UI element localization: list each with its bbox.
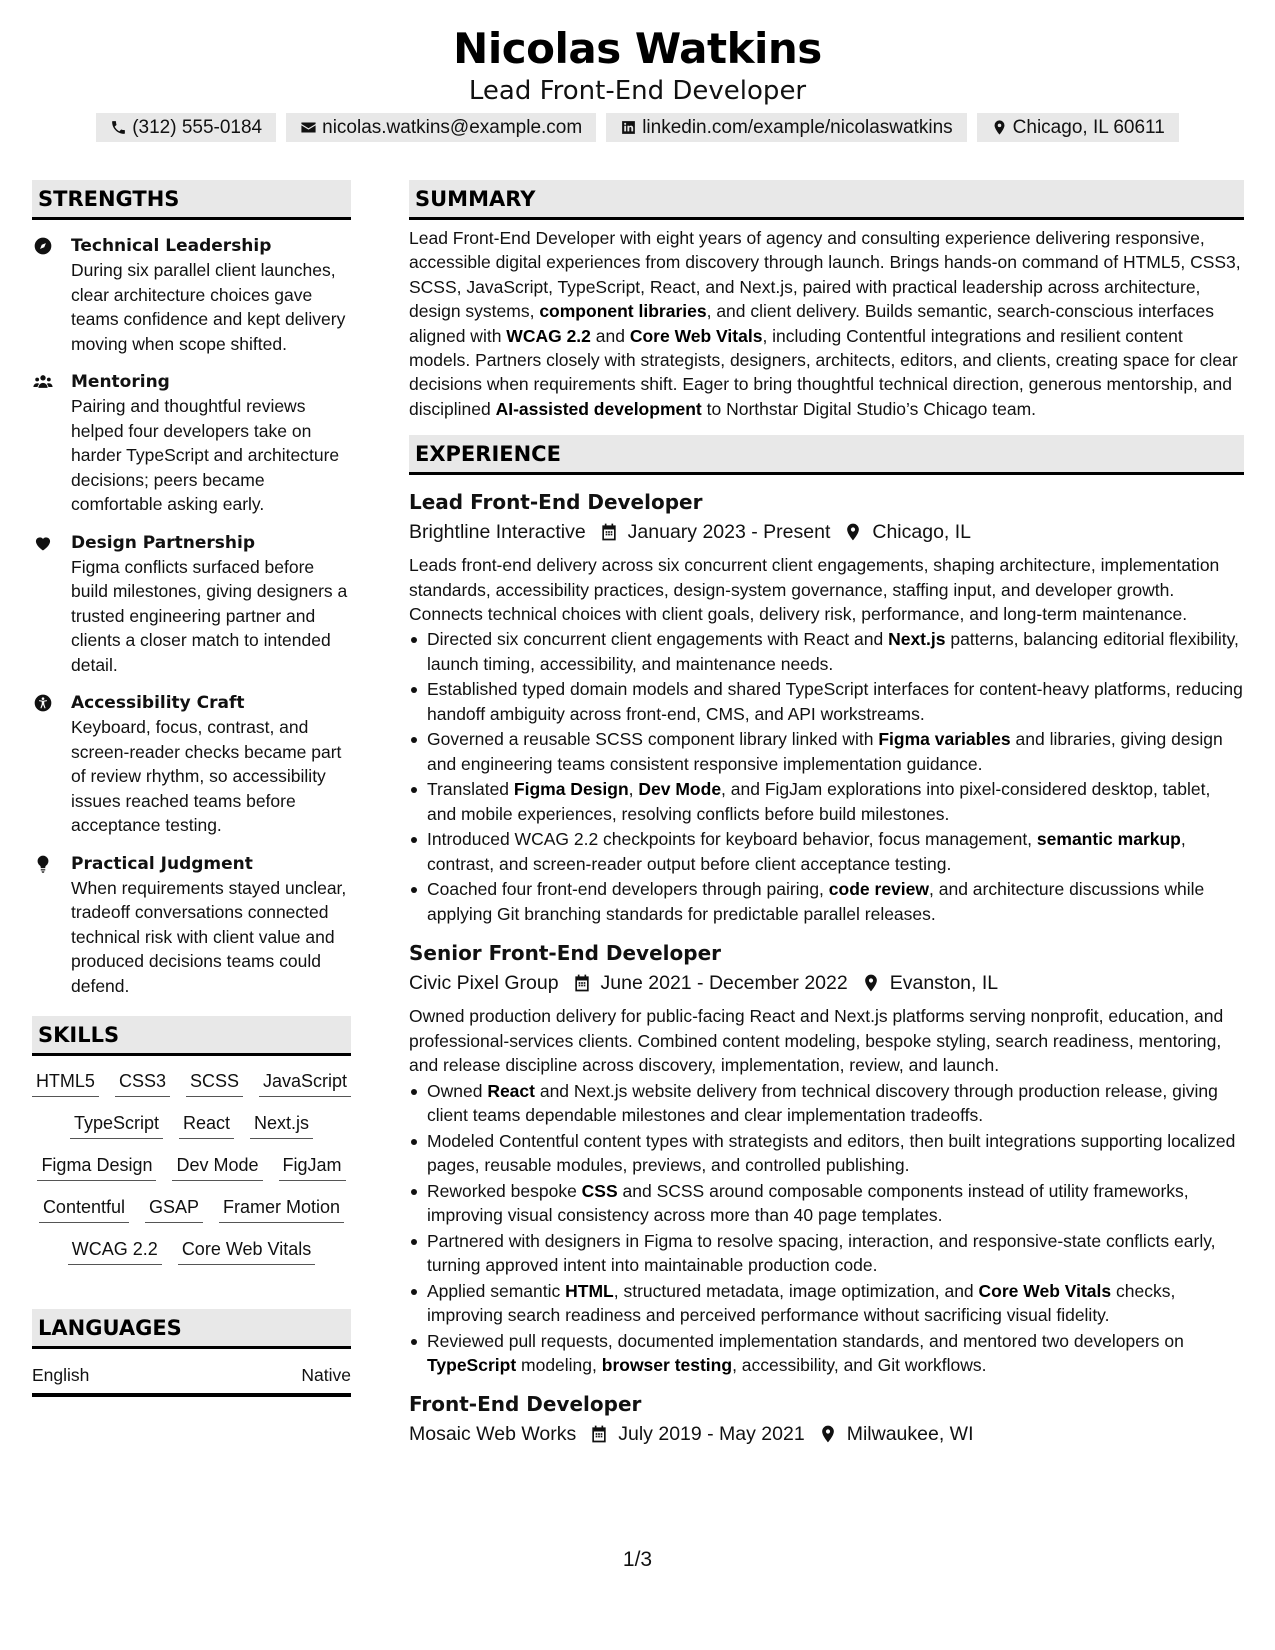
bullet-segment: checks, improving search readiness and perceived performance without sacrificing visual fidelity. bbox=[427, 1280, 1176, 1325]
strength-title: Mentoring bbox=[71, 372, 170, 392]
bold-keyword: WCAG 2.2 bbox=[506, 325, 591, 346]
map-pin-icon bbox=[818, 1424, 838, 1444]
job-bullet bbox=[409, 1079, 1244, 1128]
bullet-segment: Established typed domain models and shared TypeScript interfaces for content-heavy platforms, reducing handoff ambiguity across front-end, CMS, and API workstreams. bbox=[427, 679, 1243, 724]
bullet-segment: Partnered with designers in Figma to resolve spacing, interaction, and responsive-state conflicts early, turning approved intent into maintainable production code. bbox=[427, 1230, 1216, 1275]
bold-keyword: semantic markup bbox=[1036, 829, 1181, 850]
bullet-segment: , structured metadata, image optimization, and bbox=[613, 1280, 979, 1301]
language-name: English bbox=[32, 1365, 90, 1385]
left-column bbox=[32, 180, 351, 1397]
job-bullets bbox=[409, 627, 1244, 926]
skills-heading: SKILLS bbox=[32, 1016, 351, 1056]
bold-keyword: HTML bbox=[565, 1280, 614, 1301]
summary-heading: SUMMARY bbox=[409, 180, 1244, 220]
skill-row bbox=[32, 1068, 351, 1097]
envelope-icon bbox=[300, 119, 317, 136]
job-title: Senior Front-End Developer bbox=[409, 941, 722, 966]
skill-row bbox=[32, 1236, 351, 1265]
skill-row bbox=[32, 1152, 351, 1181]
job-bullet bbox=[409, 1329, 1244, 1378]
strengths-heading: STRENGTHS bbox=[32, 180, 351, 220]
contact-email-text[interactable]: nicolas.watkins@example.com bbox=[322, 116, 583, 138]
strength-title: Accessibility Craft bbox=[71, 693, 245, 713]
strength-text: Pairing and thoughtful reviews helped four developers take on harder TypeScript and architecture decisions; peers became comfortable asking early. bbox=[71, 396, 340, 514]
bullet-segment: Modeled Contentful content types with strategists and editors, then built integrations supporting localized pages, reusable modules, previews, and controlled publishing. bbox=[427, 1130, 1236, 1175]
language-row bbox=[32, 1363, 351, 1397]
job-bullet bbox=[409, 1229, 1244, 1278]
strength-text: Figma conflicts surfaced before build milestones, giving designers a trusted engineering partner and clients a closer match to intended detail. bbox=[71, 556, 348, 675]
skill-tag: Next.js bbox=[250, 1110, 313, 1139]
skill-tag: Framer Motion bbox=[219, 1194, 344, 1223]
calendar-icon bbox=[599, 522, 619, 542]
bullet-segment: Owned bbox=[427, 1080, 488, 1101]
job-meta bbox=[409, 1419, 1244, 1449]
bold-keyword: CSS bbox=[581, 1180, 618, 1201]
bullet-segment: Introduced WCAG 2.2 checkpoints for keyboard behavior, focus management, bbox=[427, 829, 1037, 850]
summary-segment: , and client delivery. Builds semantic, search-conscious interfaces aligned with bbox=[409, 301, 1214, 346]
bold-keyword: Next.js bbox=[888, 629, 946, 650]
bullet-segment: and SCSS around composable components instead of utility frameworks, improving visual consistency across more than 40 page templates. bbox=[427, 1180, 1189, 1225]
job-bullet bbox=[409, 677, 1244, 726]
job-bullet bbox=[409, 1279, 1244, 1328]
phone-icon bbox=[110, 119, 127, 136]
bullet-segment: Governed a reusable SCSS component library linked with bbox=[427, 729, 879, 750]
skill-tag: Contentful bbox=[39, 1194, 129, 1223]
page-number: 1/3 bbox=[622, 1548, 653, 1571]
job-bullet bbox=[409, 627, 1244, 676]
bullet-segment: and libraries, giving design and engineering teams consistent responsive implementation guidance. bbox=[427, 729, 1223, 774]
bold-keyword: Figma variables bbox=[878, 729, 1011, 750]
job-bullet bbox=[409, 777, 1244, 826]
languages-heading: LANGUAGES bbox=[32, 1309, 351, 1349]
calendar-icon bbox=[572, 973, 592, 993]
bullet-segment: , accessibility, and Git workflows. bbox=[732, 1354, 987, 1375]
contact-bar bbox=[0, 113, 1275, 142]
job-dates: July 2019 - May 2021 bbox=[618, 1423, 805, 1446]
job-bullet bbox=[409, 1129, 1244, 1178]
skill-tag: TypeScript bbox=[70, 1110, 163, 1139]
summary-text bbox=[409, 226, 1244, 421]
experience-list bbox=[409, 487, 1244, 1449]
skill-tag: Figma Design bbox=[37, 1152, 156, 1181]
bullet-segment: and Next.js website delivery from technical discovery through production release, giving client teams dependable milestones and clear implementation tradeoffs. bbox=[427, 1080, 1218, 1125]
job-location: Chicago, IL bbox=[872, 521, 972, 544]
bold-keyword: Dev Mode bbox=[638, 779, 722, 800]
skill-tag: JavaScript bbox=[259, 1068, 351, 1097]
job-bullet bbox=[409, 727, 1244, 776]
bold-keyword: Core Web Vitals bbox=[629, 325, 763, 346]
job-company: Civic Pixel Group bbox=[409, 972, 559, 995]
bold-keyword: TypeScript bbox=[427, 1354, 517, 1375]
job-location: Milwaukee, WI bbox=[846, 1423, 974, 1446]
skill-tag: Core Web Vitals bbox=[178, 1236, 315, 1265]
job-company: Brightline Interactive bbox=[409, 521, 586, 544]
contact-email bbox=[286, 113, 596, 142]
job-bullet bbox=[409, 877, 1244, 926]
job-entry bbox=[409, 487, 1244, 926]
bullet-segment: patterns, balancing editorial flexibility, launch timing, accessibility, and maintenance needs. bbox=[427, 629, 1239, 674]
contact-location bbox=[977, 113, 1179, 142]
contact-phone-text[interactable]: (312) 555-0184 bbox=[132, 116, 263, 138]
job-title: Front-End Developer bbox=[409, 1392, 642, 1417]
skill-tag: CSS3 bbox=[115, 1068, 170, 1097]
job-title: Lead Front-End Developer bbox=[409, 490, 703, 515]
language-level: Native bbox=[301, 1365, 351, 1385]
skill-tag: React bbox=[179, 1110, 234, 1139]
resume-header bbox=[0, 22, 1275, 106]
strength-text: Keyboard, focus, contrast, and screen-reader checks became part of review rhythm, so accessibility issues reached teams before acceptance testing. bbox=[71, 717, 342, 835]
heart-icon bbox=[32, 533, 54, 553]
summary-segment: to Northstar Digital Studio’s Chicago team. bbox=[701, 398, 1037, 419]
skill-row bbox=[32, 1110, 351, 1139]
skill-row bbox=[32, 1194, 351, 1223]
contact-linkedin-text[interactable]: linkedin.com/example/nicolaswatkins bbox=[642, 116, 953, 138]
bold-keyword: component libraries bbox=[539, 301, 707, 322]
strength-item bbox=[32, 531, 351, 678]
bold-keyword: Figma Design bbox=[513, 779, 629, 800]
job-meta bbox=[409, 968, 1244, 998]
bold-keyword: AI-assisted development bbox=[495, 398, 702, 419]
bold-keyword: browser testing bbox=[601, 1354, 733, 1375]
bullet-segment: Coached four front-end developers through pairing, bbox=[427, 879, 829, 900]
bullet-segment: , bbox=[628, 779, 639, 800]
experience-heading: EXPERIENCE bbox=[409, 435, 1244, 475]
skill-tag: SCSS bbox=[186, 1068, 243, 1097]
strength-title: Practical Judgment bbox=[71, 853, 253, 874]
calendar-icon bbox=[589, 1424, 609, 1444]
bullet-segment: Directed six concurrent client engagements with React and bbox=[427, 629, 889, 650]
bold-keyword: Core Web Vitals bbox=[978, 1280, 1112, 1301]
strength-item bbox=[32, 234, 351, 356]
right-column bbox=[409, 180, 1244, 1449]
summary-segment: , including Contentful integrations and resilient content models. Partners closely with strategists, designers, architects, editors, and clients, creating space for clear decisions when requirements shift. Eager to bring thoughtful technical direction, generous mentorship, and disciplined bbox=[409, 325, 1238, 419]
bold-keyword: code review bbox=[828, 879, 929, 900]
strength-title: Technical Leadership bbox=[71, 236, 272, 256]
candidate-name: Nicolas Watkins bbox=[453, 24, 822, 73]
skill-tag: WCAG 2.2 bbox=[68, 1236, 162, 1265]
job-company: Mosaic Web Works bbox=[409, 1423, 577, 1446]
skill-tag: Dev Mode bbox=[172, 1152, 262, 1181]
skill-tag: HTML5 bbox=[32, 1068, 99, 1097]
job-bullet bbox=[409, 827, 1244, 876]
job-entry bbox=[409, 938, 1244, 1377]
strength-item bbox=[32, 691, 351, 838]
strength-item bbox=[32, 370, 351, 517]
compass-icon bbox=[32, 236, 54, 256]
bold-keyword: React bbox=[487, 1080, 535, 1101]
lightbulb-icon bbox=[32, 854, 54, 874]
contact-location-text: Chicago, IL 60611 bbox=[1012, 116, 1165, 138]
bullet-segment: Translated bbox=[427, 779, 514, 800]
skill-tag: GSAP bbox=[145, 1194, 203, 1223]
users-icon bbox=[32, 372, 54, 392]
summary-segment: and bbox=[590, 325, 630, 346]
bullet-segment: modeling, bbox=[516, 1354, 602, 1375]
job-meta bbox=[409, 517, 1244, 547]
skill-tag: FigJam bbox=[279, 1152, 346, 1181]
contact-phone bbox=[96, 113, 276, 142]
bullet-segment: Applied semantic bbox=[427, 1280, 566, 1301]
candidate-title: Lead Front-End Developer bbox=[468, 76, 807, 106]
job-bullets bbox=[409, 1079, 1244, 1378]
contact-linkedin bbox=[606, 113, 966, 142]
bullet-segment: Reworked bespoke bbox=[427, 1180, 582, 1201]
linkedin-icon bbox=[620, 119, 637, 136]
bullet-segment: , contrast, and screen-reader output before client acceptance testing. bbox=[427, 829, 1186, 874]
strength-item bbox=[32, 852, 351, 999]
bullet-segment: , and FigJam explorations into pixel-considered desktop, tablet, and mobile experiences, resolving conflicts before build milestones. bbox=[427, 779, 1211, 824]
job-dates: January 2023 - Present bbox=[627, 521, 831, 544]
strength-title: Design Partnership bbox=[71, 532, 255, 553]
job-description: Owned production delivery for public-facing React and Next.js platforms serving nonprofit, education, and professional-services clients. Combined content modeling, bespoke styling, search readiness, mentoring, and release discipline across discovery, implementation, review, and launch. bbox=[409, 1006, 1224, 1076]
job-entry bbox=[409, 1389, 1244, 1449]
map-pin-icon bbox=[843, 522, 863, 542]
strength-text: During six parallel client launches, clear architecture choices gave teams confidence and kept delivery moving when scope shifted. bbox=[71, 260, 346, 354]
bullet-segment: , and architecture discussions while applying Git branching standards for predictable parallel releases. bbox=[427, 879, 1205, 924]
map-pin-icon bbox=[861, 973, 881, 993]
job-bullet bbox=[409, 1179, 1244, 1228]
job-dates: June 2021 - December 2022 bbox=[600, 972, 848, 995]
map-pin-icon bbox=[991, 119, 1008, 136]
job-location: Evanston, IL bbox=[889, 972, 999, 995]
bullet-segment: Reviewed pull requests, documented implementation standards, and mentored two developers on bbox=[427, 1330, 1184, 1351]
strength-text: When requirements stayed unclear, tradeoff conversations connected technical risk with client value and produced decisions teams could defend. bbox=[71, 877, 347, 996]
skills-list bbox=[32, 1068, 351, 1265]
job-description: Leads front-end delivery across six concurrent client engagements, shaping architecture, implementation standards, accessibility practices, design-system governance, staffing input, and developer growth. Connects technical choices with client goals, delivery risk, performance, and long-term maintenance. bbox=[409, 555, 1220, 625]
accessibility-icon bbox=[32, 693, 54, 713]
summary-segment: Lead Front-End Developer with eight years of agency and consulting experience delivering responsive, accessible digital experiences from discovery through launch. Brings hands-on command of HTML5, CSS3, SCSS, JavaScript, TypeScript, React, and Next.js, paired with practical leadership across architecture, design systems, bbox=[409, 228, 1241, 322]
